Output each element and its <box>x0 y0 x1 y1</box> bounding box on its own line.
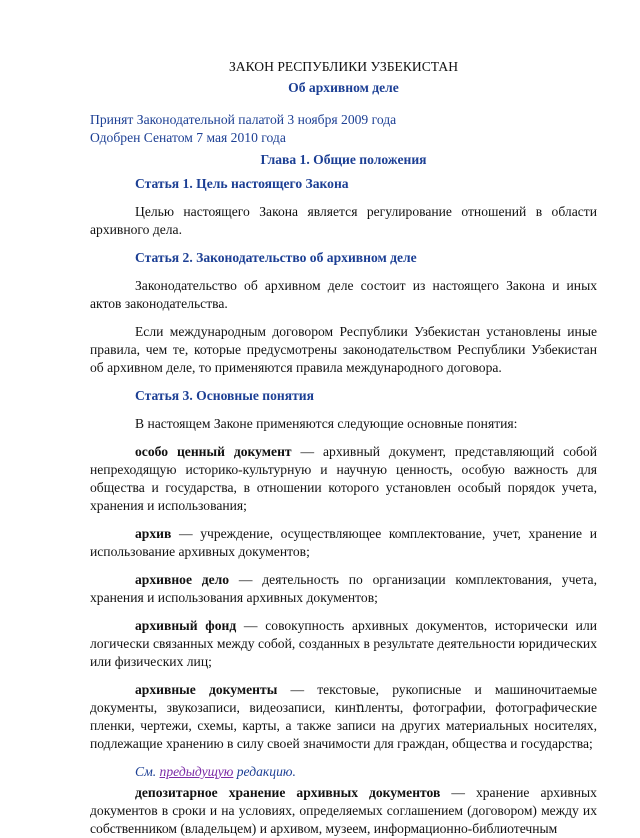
article-3-intro: В настоящем Законе применяются следующие основные понятия: <box>135 416 518 431</box>
term-paragraph <box>90 784 597 838</box>
term-paragraph <box>90 571 597 607</box>
article-2-paragraph-1: Законодательство об архивном деле состоит из настоящего Закона и иных актов законодательства. <box>90 278 597 311</box>
note-suffix: редакцию. <box>233 764 296 779</box>
term-paragraph <box>90 681 597 753</box>
term-definition: — совокупность архивных документов, исторически или логически связанных между собой, созданных в результате деятельности юридических или физических лиц; <box>90 618 598 669</box>
previous-version-note <box>90 763 597 781</box>
law-subtitle: Об архивном деле <box>288 80 399 95</box>
adoption-info <box>90 111 597 147</box>
approved-date: Одобрен Сенатом 7 мая 2010 года <box>90 130 286 145</box>
note-prefix: См. <box>135 764 160 779</box>
term: особо ценный документ <box>135 444 292 459</box>
chapter-heading: Глава 1. Общие положения <box>260 152 427 167</box>
article-1-paragraph: Целью настоящего Закона является регулирование отношений в области архивного дела. <box>90 204 597 237</box>
term: архивные документы <box>135 682 278 697</box>
article-1-heading: Статья 1. Цель настоящего Закона <box>135 176 349 191</box>
term-definition: — архивный документ, представляющий собой непреходящую историко-культурную и научную ценность, особую важность для общества и государства, в отношении которого установлен особый порядок учета, хранения и использования; <box>90 444 597 513</box>
term-paragraph <box>90 443 597 515</box>
term: депозитарное хранение архивных документов <box>135 785 441 800</box>
term-paragraph <box>90 617 597 671</box>
term-definition: — деятельность по организации комплектования, учета, хранения и использования архивных документов; <box>90 572 597 605</box>
term: архивный фонд <box>135 618 237 633</box>
adopted-date: Принят Законодательной палатой 3 ноября 2009 года <box>90 112 397 127</box>
article-2-heading: Статья 2. Законодательство об архивном деле <box>135 250 417 265</box>
law-title: ЗАКОН РЕСПУБЛИКИ УЗБЕКИСТАН <box>228 59 459 74</box>
term-paragraph <box>90 525 597 561</box>
term: архив <box>135 526 172 541</box>
term: архивное дело <box>135 572 230 587</box>
term-definition: — хранение архивных документов в сроки и на условиях, определяемых соглашением (договором) между их собственником (владельцем) и архивом, музеем, информационно-библиотечным <box>90 785 597 836</box>
previous-version-link[interactable]: предыдущую <box>159 764 234 779</box>
term-definition: — текстовые, рукописные и машиночитаемые документы, звукозаписи, видеозаписи, кинոленты, фотографии, фотографические пленки, чертежи, схемы, карты, а также записи на других материальных носителях, подлежащие хранению в силу своей значимости для граждан, общества и государства; <box>90 682 597 751</box>
term-definition: — учреждение, осуществляющее комплектование, учет, хранение и использование архивных документов; <box>90 526 597 559</box>
article-2-paragraph-2: Если международным договором Республики Узбекистан установлены иные правила, чем те, которые предусмотрены законодательством Республики Узбекистан об архивном деле, то применяются правила международного договора. <box>90 324 597 375</box>
article-3-heading: Статья 3. Основные понятия <box>135 388 314 403</box>
